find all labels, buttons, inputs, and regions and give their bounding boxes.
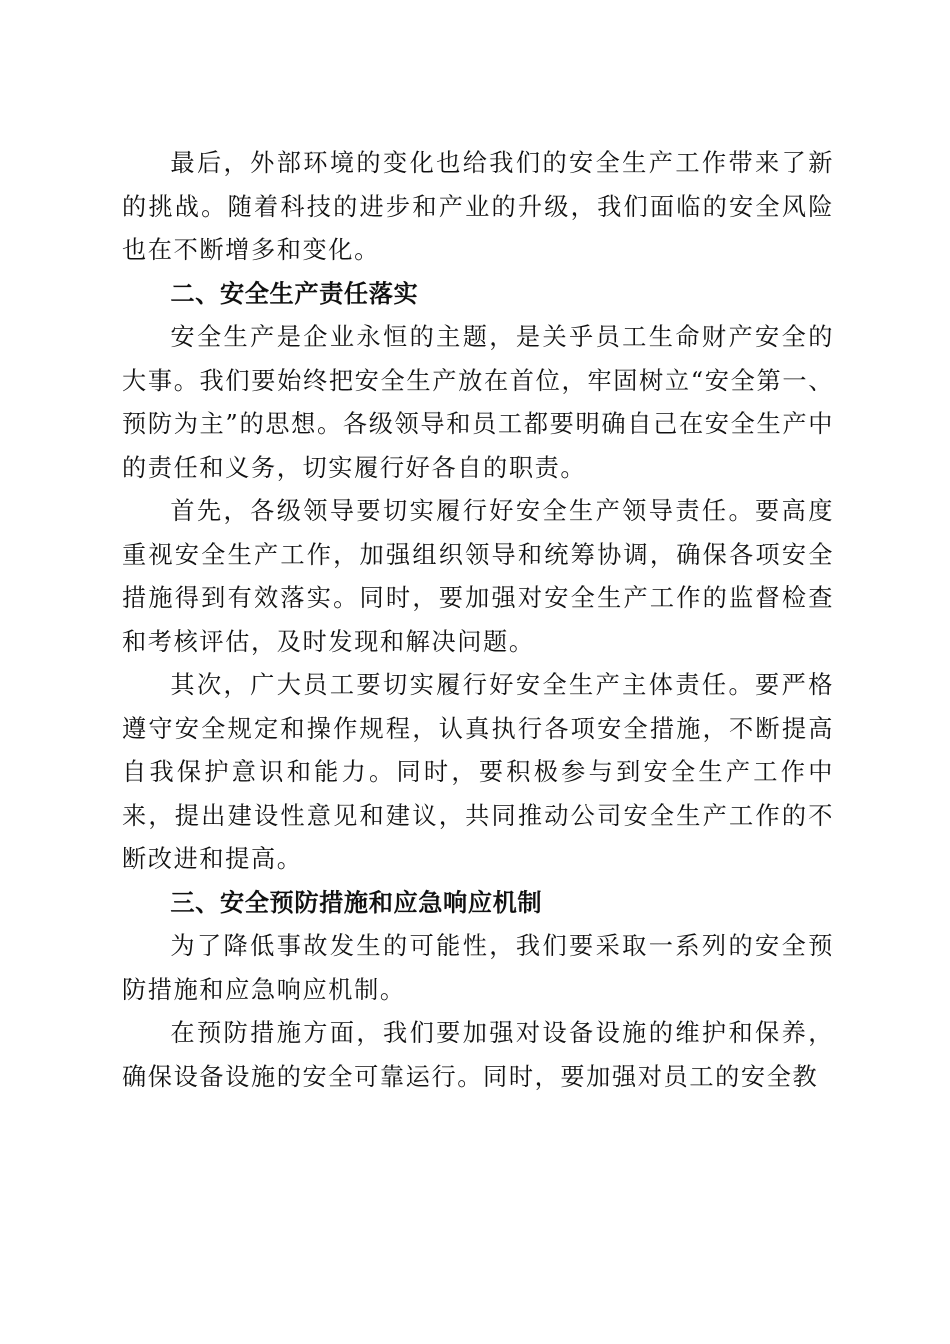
paragraph-external-environment: 最后，外部环境的变化也给我们的安全生产工作带来了新的挑战。随着科技的进步和产业的升级，我们面临的安全风险也在不断增多和变化。	[122, 149, 834, 264]
document-body	[122, 142, 834, 1099]
paragraph-employees-responsibility: 其次，广大员工要切实履行好安全生产主体责任。要严格遵守安全规定和操作规程，认真执行各项安全措施，不断提高自我保护意识和能力。同时，要积极参与到安全生产工作中来，提出建设性意见和建议，共同推动公司安全生产工作的不断改进和提高。	[122, 671, 834, 873]
section-heading-responsibility: 二、安全生产责任落实	[170, 279, 419, 308]
paragraph-prevention-intro: 为了降低事故发生的可能性，我们要采取一系列的安全预防措施和应急响应机制。	[122, 932, 834, 1004]
section-heading-prevention: 三、安全预防措施和应急响应机制	[170, 888, 543, 917]
paragraph-prevention-measures: 在预防措施方面，我们要加强对设备设施的维护和保养，确保设备设施的安全可靠运行。同时，要加强对员工的安全教	[122, 1019, 834, 1091]
paragraph-leaders-responsibility: 首先，各级领导要切实履行好安全生产领导责任。要高度重视安全生产工作，加强组织领导和统筹协调，确保各项安全措施得到有效落实。同时，要加强对安全生产工作的监督检查和考核评估，及时发现和解决问题。	[122, 497, 834, 656]
paragraph-safety-theme: 安全生产是企业永恒的主题，是关乎员工生命财产安全的大事。我们要始终把安全生产放在首位，牢固树立“安全第一、预防为主”的思想。各级领导和员工都要明确自己在安全生产中的责任和义务，切实履行好各自的职责。	[122, 323, 834, 482]
